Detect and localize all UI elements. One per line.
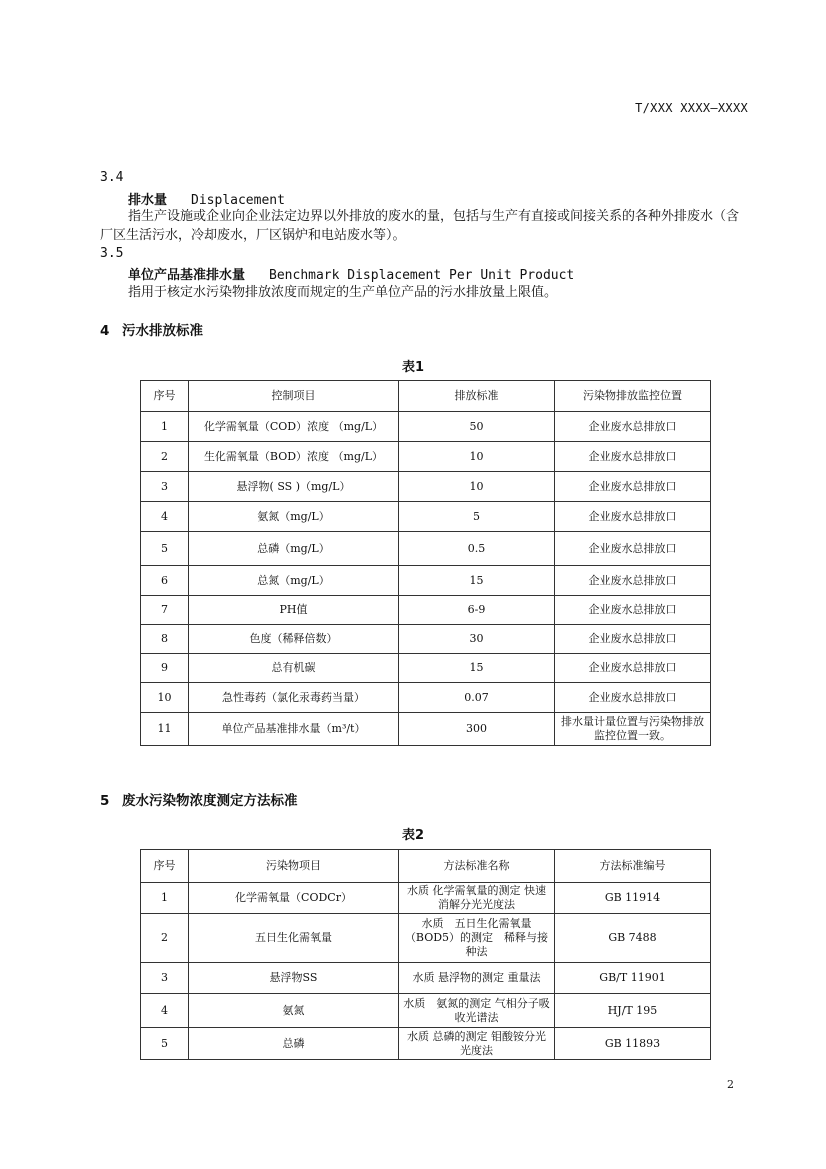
table-row [141,412,711,442]
table-row [141,596,711,625]
table-cell: 企业废水总排放口 [555,412,711,442]
table-cell: 2 [141,442,189,472]
table-cell: GB/T 11901 [555,963,711,994]
table-cell: 15 [399,566,555,596]
table-header-cell: 控制项目 [189,381,399,412]
table-header-cell: 污染物项目 [189,850,399,883]
table-header-row [141,381,711,412]
table-cell: 5 [141,532,189,566]
table-cell: 色度（稀释倍数） [189,625,399,654]
table-cell: 1 [141,412,189,442]
table-cell: 1 [141,883,189,914]
table-cell: 氨氮 [189,994,399,1028]
table-caption: 表2 [401,828,425,843]
table-cell: 10 [141,683,189,713]
table-cell: 6-9 [399,596,555,625]
table-cell: 10 [399,442,555,472]
table-row [141,914,711,963]
table-row [141,1028,711,1060]
table-row [141,994,711,1028]
table-header-cell: 排放标准 [399,381,555,412]
table-cell: 企业废水总排放口 [555,502,711,532]
section-number: 4 [100,323,110,339]
term-definition: 指生产设施或企业向企业法定边界以外排放的废水的量，包括与生产有直接或间接关系的各种外排废水（含厂区生活污水，冷却废水，厂区锅炉和电站废水等）。 [100,209,740,243]
table-cell: HJ/T 195 [555,994,711,1028]
table-cell: 30 [399,625,555,654]
table-cell: 水质 总磷的测定 钼酸铵分光光度法 [399,1028,555,1060]
term-heading [128,264,574,283]
term-definition: 指用于核定水污染物排放浓度而规定的生产单位产品的污水排放量上限值。 [128,285,558,300]
table-cell: 总有机碳 [189,654,399,683]
table-cell: 化学需氧量（CODCr） [189,883,399,914]
table-header-cell: 序号 [141,381,189,412]
table-cell: GB 7488 [555,914,711,963]
table-cell: 0.5 [399,532,555,566]
table-cell: 悬浮物SS [189,963,399,994]
table-cell: 300 [399,713,555,746]
table-cell: GB 11914 [555,883,711,914]
table-cell: 总磷 [189,1028,399,1060]
table-cell: 企业废水总排放口 [555,566,711,596]
table-cell: 水质 化学需氧量的测定 快速消解分光光度法 [399,883,555,914]
table-cell: 2 [141,914,189,963]
table-cell: GB 11893 [555,1028,711,1060]
table-cell: 10 [399,472,555,502]
section-title [100,319,203,339]
table-cell: 悬浮物( SS )（mg/L） [189,472,399,502]
table-header-cell: 序号 [141,850,189,883]
table-row [141,654,711,683]
page-number: 2 [727,1078,734,1091]
term-english: Displacement [191,193,285,208]
table-cell: 生化需氧量（BOD）浓度 （mg/L） [189,442,399,472]
table-cell: 50 [399,412,555,442]
table-cell: 单位产品基准排水量（m³/t） [189,713,399,746]
table-cell: 4 [141,994,189,1028]
table-header-cell: 方法标准编号 [555,850,711,883]
table-cell: 3 [141,472,189,502]
table-header-cell: 污染物排放监控位置 [555,381,711,412]
table-row [141,625,711,654]
table-cell: 总磷（mg/L） [189,532,399,566]
table-cell: 水质 五日生化需氧量（BOD5）的测定 稀释与接种法 [399,914,555,963]
table-cell: 企业废水总排放口 [555,625,711,654]
table-row [141,502,711,532]
table-cell: 水质 悬浮物的测定 重量法 [399,963,555,994]
table-caption: 表1 [401,360,425,375]
table-cell: 企业废水总排放口 [555,532,711,566]
table-row [141,883,711,914]
table-cell: 5 [141,1028,189,1060]
table-cell: 企业废水总排放口 [555,654,711,683]
section-heading: 废水污染物浓度测定方法标准 [122,793,298,809]
table-cell: 15 [399,654,555,683]
table-cell: PH值 [189,596,399,625]
table-cell: 水质 氨氮的测定 气相分子吸收光谱法 [399,994,555,1028]
table-row [141,713,711,746]
document-code: T/XXX XXXX—XXXX [635,101,748,115]
table-cell: 5 [399,502,555,532]
table-cell: 企业废水总排放口 [555,472,711,502]
term-heading [128,189,285,208]
pollution-discharge-standard-table [140,380,711,746]
table-header-cell: 方法标准名称 [399,850,555,883]
table-row [141,963,711,994]
table-cell: 总氮（mg/L） [189,566,399,596]
table-row [141,442,711,472]
section-number: 5 [100,793,110,809]
clause-number: 3.4 [100,170,124,185]
table-cell: 企业废水总排放口 [555,442,711,472]
table-cell: 五日生化需氧量 [189,914,399,963]
table-cell: 急性毒药（氯化汞毒药当量） [189,683,399,713]
table-header-row [141,850,711,883]
term-english: Benchmark Displacement Per Unit Product [269,268,575,283]
table-cell: 8 [141,625,189,654]
test-method-standard-table [140,849,711,1060]
table-cell: 11 [141,713,189,746]
table-row [141,683,711,713]
table-cell: 企业废水总排放口 [555,683,711,713]
table-cell: 化学需氧量（COD）浓度 （mg/L） [189,412,399,442]
table-cell: 7 [141,596,189,625]
clause-number: 3.5 [100,246,124,261]
section-title [100,789,298,809]
table-row [141,532,711,566]
table-cell: 氨氮（mg/L） [189,502,399,532]
table-row [141,566,711,596]
table-cell: 9 [141,654,189,683]
section-heading: 污水排放标准 [122,323,203,339]
table-cell: 6 [141,566,189,596]
table-cell: 3 [141,963,189,994]
table-cell: 0.07 [399,683,555,713]
table-row [141,472,711,502]
table-cell: 4 [141,502,189,532]
term-chinese: 单位产品基准排水量 [128,268,246,283]
table-cell: 排水量计量位置与污染物排放监控位置一致。 [555,713,711,746]
table-cell: 企业废水总排放口 [555,596,711,625]
term-chinese: 排水量 [128,193,168,208]
